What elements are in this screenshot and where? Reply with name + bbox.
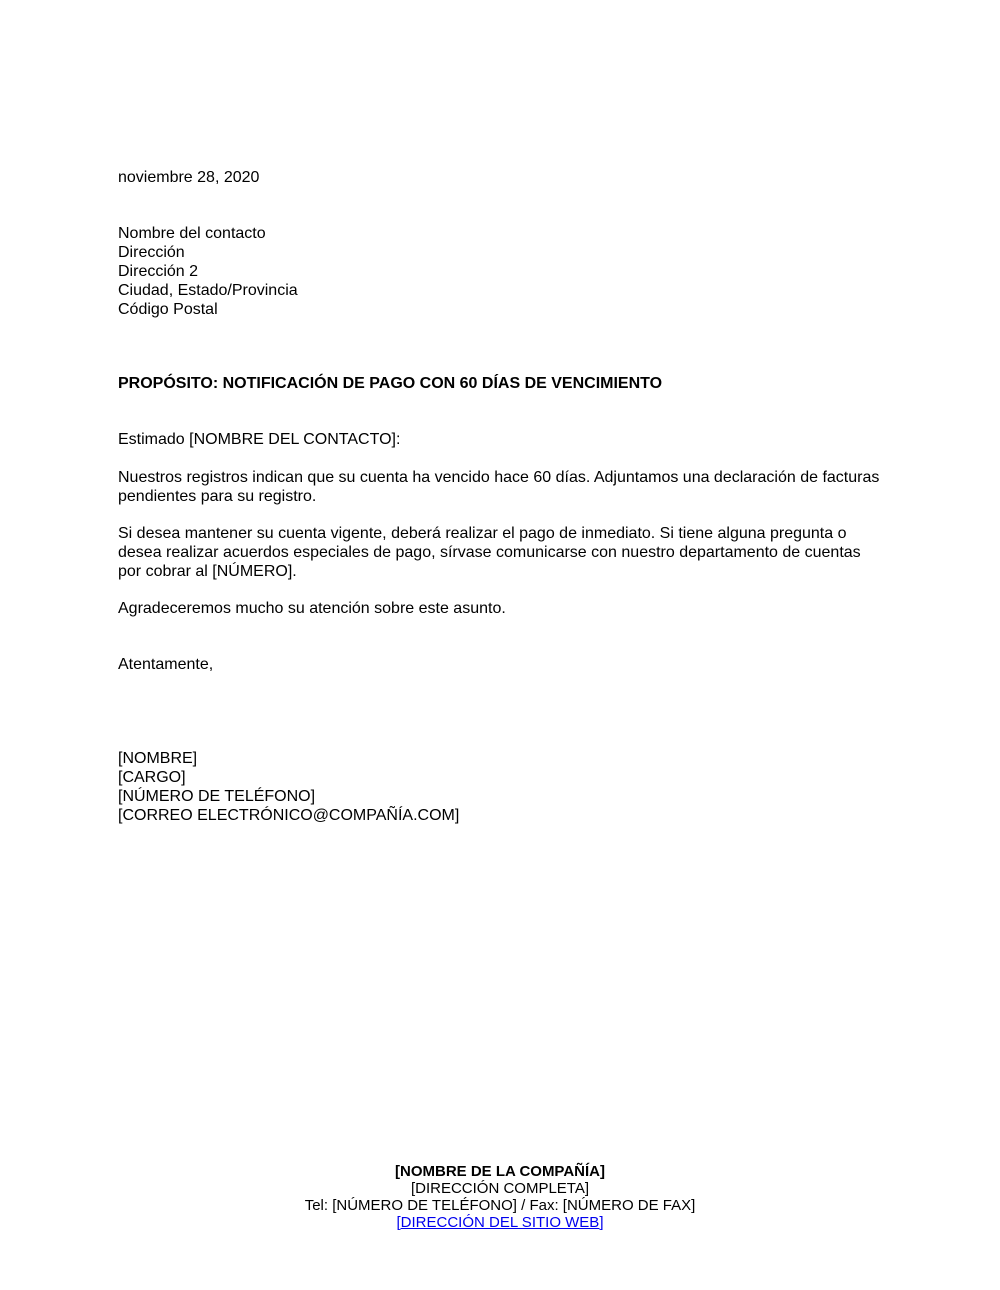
letterhead-footer: [0, 1163, 1000, 1231]
recipient-address-line-1: Dirección: [118, 244, 185, 261]
footer-website-link[interactable]: [DIRECCIÓN DEL SITIO WEB]: [396, 1214, 604, 1231]
signature-email: [CORREO ELECTRÓNICO@COMPAÑÍA.COM]: [118, 807, 460, 824]
recipient-address: [118, 224, 888, 319]
recipient-address-line-2: Dirección 2: [118, 263, 199, 280]
body-paragraph-2: Si desea mantener su cuenta vigente, deberá realizar el pago de inmediato. Si tiene alguna pregunta o desea realizar acuerdos especiales de pago, sírvase comunicarse con nuestro departamento de cuentas por cobrar al [NÚMERO].: [118, 525, 861, 580]
body-paragraph-3: Agradeceremos mucho su atención sobre este asunto.: [118, 600, 506, 617]
recipient-postal-code: Código Postal: [118, 301, 218, 318]
salutation: Estimado [NOMBRE DEL CONTACTO]:: [118, 431, 401, 448]
footer-address: [DIRECCIÓN COMPLETA]: [410, 1180, 590, 1197]
signature-title: [CARGO]: [118, 769, 186, 786]
recipient-city-state: Ciudad, Estado/Provincia: [118, 282, 298, 299]
signature-name: [NOMBRE]: [118, 750, 198, 767]
signature-block: [118, 749, 888, 825]
recipient-name: Nombre del contacto: [118, 225, 266, 242]
letter-date: noviembre 28, 2020: [118, 169, 260, 186]
closing: Atentamente,: [118, 656, 214, 673]
signature-phone: [NÚMERO DE TELÉFONO]: [118, 788, 316, 805]
subject-line: PROPÓSITO: NOTIFICACIÓN DE PAGO CON 60 DÍAS DE VENCIMIENTO: [118, 375, 663, 392]
footer-contact: Tel: [NÚMERO DE TELÉFONO] / Fax: [NÚMERO DE FAX]: [304, 1197, 696, 1214]
footer-company-name: [NOMBRE DE LA COMPAÑÍA]: [395, 1163, 605, 1180]
body-paragraph-1: Nuestros registros indican que su cuenta ha vencido hace 60 días. Adjuntamos una declaración de facturas pendientes para su registro.: [118, 469, 880, 505]
